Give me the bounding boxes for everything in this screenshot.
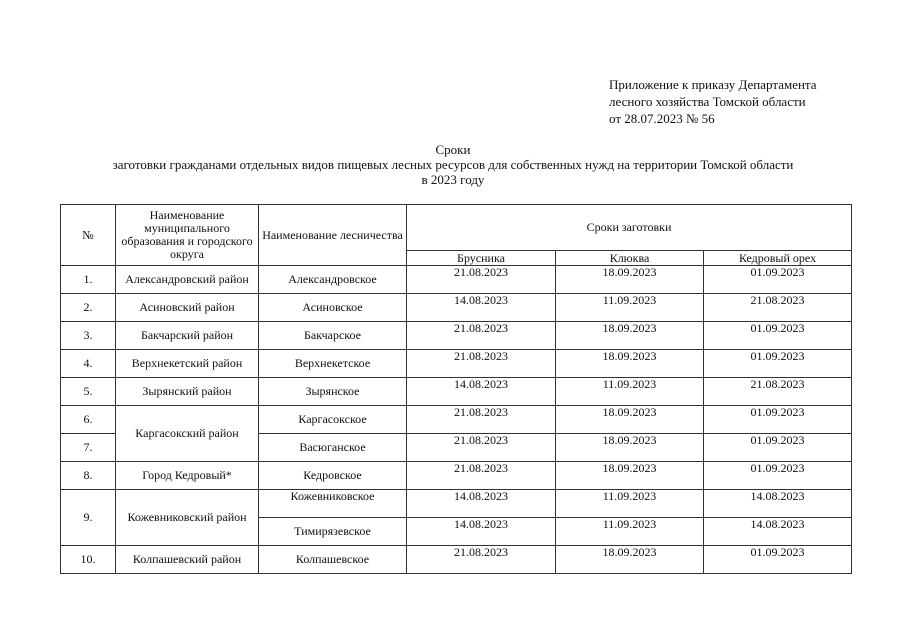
header-municipality: Наименование муниципального образования и городского округа <box>116 205 259 266</box>
harvest-terms-table <box>60 204 852 574</box>
cell-lingonberry: 14.08.2023 <box>407 378 556 406</box>
cell-municipality: Колпашевский район <box>116 546 259 574</box>
cell-cedar-nut: 01.09.2023 <box>704 546 852 574</box>
header-num: № <box>61 205 116 266</box>
cell-num: 8. <box>61 462 116 490</box>
cell-municipality: Александровский район <box>116 266 259 294</box>
cell-num: 10. <box>61 546 116 574</box>
cell-lingonberry: 21.08.2023 <box>407 462 556 490</box>
table-row <box>61 378 852 406</box>
cell-forestry: Александровское <box>259 266 407 294</box>
appendix-note <box>609 76 817 127</box>
table-row <box>61 462 852 490</box>
cell-cedar-nut: 01.09.2023 <box>704 434 852 462</box>
cell-cedar-nut: 01.09.2023 <box>704 406 852 434</box>
cell-municipality: Кожевниковский район <box>116 490 259 546</box>
cell-cranberry: 18.09.2023 <box>556 434 704 462</box>
cell-forestry: Кедровское <box>259 462 407 490</box>
cell-cedar-nut: 01.09.2023 <box>704 350 852 378</box>
cell-lingonberry: 21.08.2023 <box>407 546 556 574</box>
header-lingonberry: Брусника <box>407 251 556 266</box>
cell-cedar-nut: 01.09.2023 <box>704 322 852 350</box>
cell-municipality: Зырянский район <box>116 378 259 406</box>
cell-forestry: Верхнекетское <box>259 350 407 378</box>
cell-forestry: Кожевниковское <box>259 490 407 518</box>
cell-forestry: Васюганское <box>259 434 407 462</box>
document-title <box>0 142 906 187</box>
table-row <box>61 266 852 294</box>
cell-cranberry: 11.09.2023 <box>556 294 704 322</box>
cell-cedar-nut: 21.08.2023 <box>704 378 852 406</box>
table-row <box>61 490 852 518</box>
appendix-line-2: лесного хозяйства Томской области <box>609 94 806 109</box>
cell-num: 7. <box>61 434 116 462</box>
cell-cedar-nut: 14.08.2023 <box>704 490 852 518</box>
cell-municipality: Верхнекетский район <box>116 350 259 378</box>
table-row <box>61 322 852 350</box>
appendix-line-3: от 28.07.2023 № 56 <box>609 111 715 126</box>
cell-cranberry: 11.09.2023 <box>556 518 704 546</box>
cell-num: 6. <box>61 406 116 434</box>
cell-cranberry: 18.09.2023 <box>556 546 704 574</box>
cell-lingonberry: 21.08.2023 <box>407 266 556 294</box>
title-line-2: заготовки гражданами отдельных видов пищевых лесных ресурсов для собственных нужд на территории Томской области <box>112 157 794 172</box>
cell-municipality: Бакчарский район <box>116 322 259 350</box>
table-row <box>61 546 852 574</box>
cell-forestry: Тимирязевское <box>259 518 407 546</box>
cell-lingonberry: 14.08.2023 <box>407 490 556 518</box>
cell-cranberry: 18.09.2023 <box>556 266 704 294</box>
cell-cranberry: 11.09.2023 <box>556 378 704 406</box>
cell-lingonberry: 21.08.2023 <box>407 350 556 378</box>
cell-num: 1. <box>61 266 116 294</box>
cell-municipality: Город Кедровый* <box>116 462 259 490</box>
appendix-line-1: Приложение к приказу Департамента <box>609 77 817 92</box>
cell-forestry: Колпашевское <box>259 546 407 574</box>
cell-municipality: Каргасокский район <box>116 406 259 462</box>
cell-cedar-nut: 14.08.2023 <box>704 518 852 546</box>
cell-num: 2. <box>61 294 116 322</box>
cell-forestry: Асиновское <box>259 294 407 322</box>
cell-cedar-nut: 01.09.2023 <box>704 462 852 490</box>
cell-cranberry: 18.09.2023 <box>556 462 704 490</box>
table-row <box>61 406 852 434</box>
header-terms: Сроки заготовки <box>407 205 852 251</box>
cell-lingonberry: 14.08.2023 <box>407 518 556 546</box>
cell-cranberry: 18.09.2023 <box>556 350 704 378</box>
table-row <box>61 294 852 322</box>
cell-forestry: Бакчарское <box>259 322 407 350</box>
cell-municipality: Асиновский район <box>116 294 259 322</box>
cell-cranberry: 18.09.2023 <box>556 406 704 434</box>
cell-num: 5. <box>61 378 116 406</box>
cell-lingonberry: 14.08.2023 <box>407 294 556 322</box>
header-cedar-nut: Кедровый орех <box>704 251 852 266</box>
header-cranberry: Клюква <box>556 251 704 266</box>
cell-cranberry: 18.09.2023 <box>556 322 704 350</box>
cell-lingonberry: 21.08.2023 <box>407 434 556 462</box>
cell-lingonberry: 21.08.2023 <box>407 322 556 350</box>
cell-num: 9. <box>61 490 116 546</box>
cell-num: 4. <box>61 350 116 378</box>
table-row <box>61 350 852 378</box>
cell-forestry: Каргасокское <box>259 406 407 434</box>
cell-lingonberry: 21.08.2023 <box>407 406 556 434</box>
cell-cedar-nut: 01.09.2023 <box>704 266 852 294</box>
cell-num: 3. <box>61 322 116 350</box>
cell-cedar-nut: 21.08.2023 <box>704 294 852 322</box>
cell-cranberry: 11.09.2023 <box>556 490 704 518</box>
title-line-3: в 2023 году <box>421 172 485 187</box>
title-line-1: Сроки <box>435 142 471 157</box>
cell-forestry: Зырянское <box>259 378 407 406</box>
header-forestry: Наименование лесничества <box>259 205 407 266</box>
